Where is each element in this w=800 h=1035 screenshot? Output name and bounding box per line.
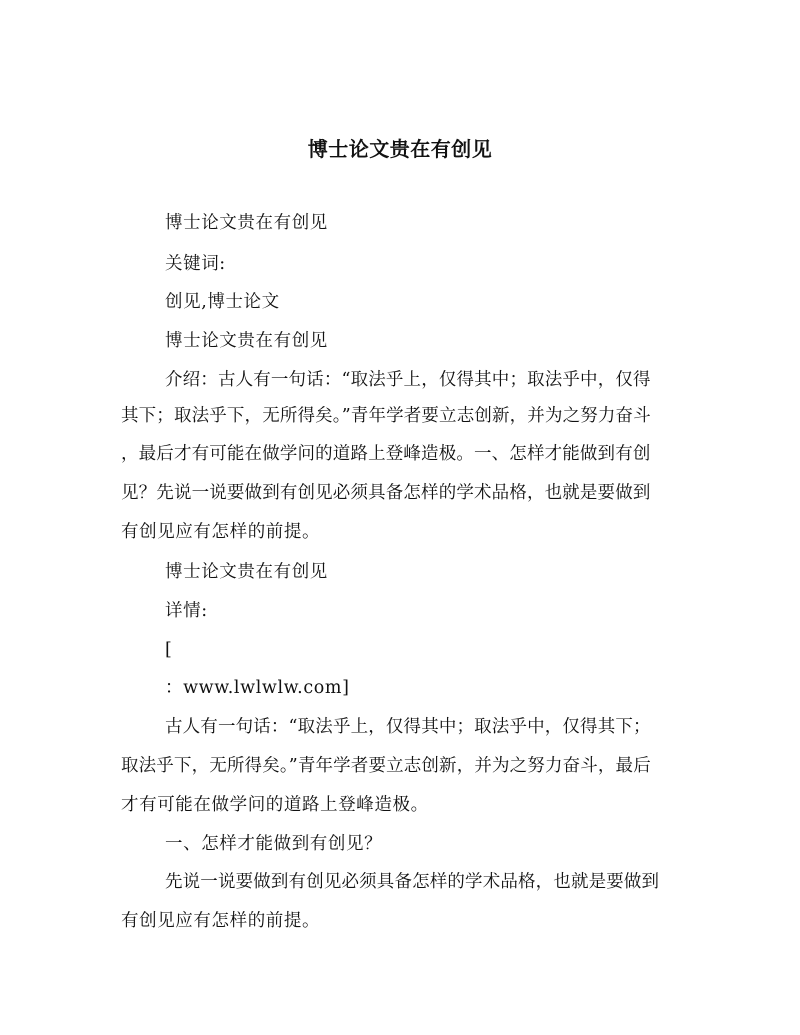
paragraph-line: 关键词:: [165, 254, 226, 274]
paragraph-line: 有创见应有怎样的前提。: [121, 522, 321, 542]
paragraph-line: ：www.lwlwlw.com]: [165, 678, 350, 698]
paragraph-line: 见？先说一说要做到有创见必须具备怎样的学术品格，也就是要做到: [121, 483, 651, 503]
paragraph-line: 才有可能在做学问的道路上登峰造极。: [121, 795, 429, 815]
paragraph-line: [: [165, 640, 173, 660]
paragraph-line: ，最后才有可能在做学问的道路上登峰造极。一、怎样才能做到有创: [121, 444, 651, 464]
paragraph-line: 博士论文贵在有创见: [165, 213, 328, 233]
paragraph-line: 取法乎下，无所得矣。”青年学者要立志创新，并为之努力奋斗，最后: [121, 756, 651, 776]
paragraph-line: 有创见应有怎样的前提。: [121, 911, 321, 931]
paragraph-line: 博士论文贵在有创见: [165, 331, 328, 351]
paragraph-line: 创见,博士论文: [165, 292, 280, 312]
paragraph-line: 古人有一句话：“取法乎上，仅得其中；取法乎中，仅得其下；: [165, 717, 651, 737]
paragraph-line: 介绍：古人有一句话：“取法乎上，仅得其中；取法乎中，仅得: [165, 370, 651, 390]
paragraph-line: 博士论文贵在有创见: [165, 562, 328, 582]
paragraph-line: 先说一说要做到有创见必须具备怎样的学术品格，也就是要做到: [165, 872, 660, 892]
paragraph-line: 其下；取法乎下，无所得矣。”青年学者要立志创新，并为之努力奋斗: [121, 406, 651, 426]
document-title: 博士论文贵在有创见: [307, 137, 493, 161]
section-heading: 一、怎样才能做到有创见？: [165, 834, 383, 854]
paragraph-line: 详情:: [165, 601, 208, 621]
